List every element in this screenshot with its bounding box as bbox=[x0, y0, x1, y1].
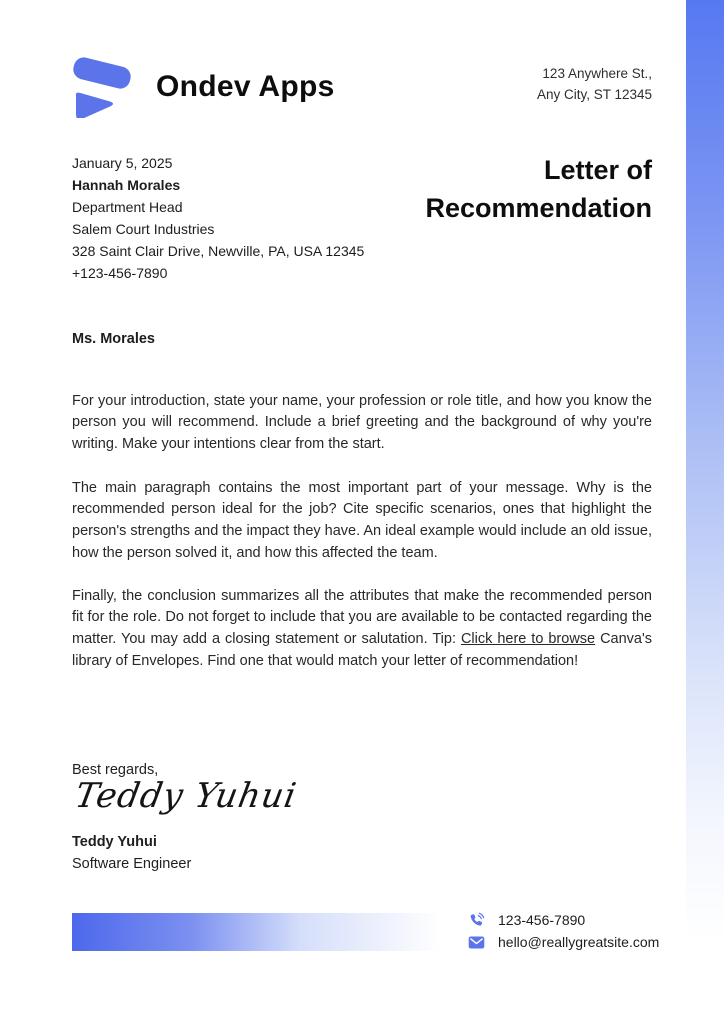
company-name: Ondev Apps bbox=[156, 70, 335, 103]
paragraph-conclusion-text-after: Canva's library of Envelopes. Find one that would match your letter of recommendation! bbox=[72, 630, 653, 669]
footer-phone-row bbox=[468, 909, 659, 931]
paragraph-main: The main paragraph contains the most important part of your message. Why is the recommended person ideal for the job? Cite specific scenarios, ones that highlight the person's strengths and the impact they have. An ideal example would include an old issue, how the person solved it, and how this affected the team. bbox=[72, 479, 652, 561]
valediction: Best regards, bbox=[72, 762, 159, 778]
company-logo bbox=[70, 56, 335, 118]
sender-address-line2: Any City, ST 12345 bbox=[536, 87, 652, 102]
letter-date: January 5, 2025 bbox=[72, 155, 173, 171]
browse-envelopes-link[interactable]: Click here to browse bbox=[460, 630, 596, 647]
right-accent-strip bbox=[686, 0, 724, 1024]
salutation: Ms. Morales bbox=[72, 331, 155, 347]
signer-name: Teddy Yuhui bbox=[72, 834, 157, 850]
document-title bbox=[425, 151, 652, 227]
paragraph-introduction: For your introduction, state your name, your profession or role title, and how you know the person you will recommend. Include a brief greeting and the background of why you're writing. Make your intentions clear from the start. bbox=[72, 392, 652, 452]
sender-address bbox=[537, 63, 652, 105]
sender-address-line1: 123 Anywhere St., bbox=[542, 66, 652, 81]
recipient-company: Salem Court Industries bbox=[72, 221, 215, 237]
document-title-line2: Recommendation bbox=[425, 193, 652, 223]
footer-phone: 123-456-7890 bbox=[498, 912, 586, 928]
recipient-block bbox=[72, 152, 364, 284]
paragraph-conclusion-text-before: Finally, the conclusion summarizes all the attributes that make the recommended person fit for the role. Do not forget to include that you are available to be contacted regarding the matter. You may add a closing statement or salutation. Tip: bbox=[72, 587, 652, 647]
logo-mark-icon bbox=[70, 56, 136, 118]
footer-contacts bbox=[468, 909, 659, 953]
footer-email: hello@reallygreatsite.com bbox=[498, 934, 660, 950]
recipient-phone: +123-456-7890 bbox=[72, 265, 168, 281]
email-icon bbox=[468, 934, 485, 951]
recipient-address: 328 Saint Clair Drive, Newville, PA, USA 12345 bbox=[72, 243, 365, 259]
recipient-name: Hannah Morales bbox=[72, 177, 181, 193]
recipient-title: Department Head bbox=[72, 199, 183, 215]
paragraph-conclusion bbox=[72, 586, 652, 673]
footer-accent-bar bbox=[72, 913, 442, 951]
signer-role: Software Engineer bbox=[72, 856, 192, 872]
document-title-line1: Letter of bbox=[544, 155, 652, 185]
phone-icon bbox=[468, 912, 485, 929]
footer-email-row bbox=[468, 931, 659, 953]
handwritten-signature: Teddy Yuhui bbox=[72, 776, 300, 816]
